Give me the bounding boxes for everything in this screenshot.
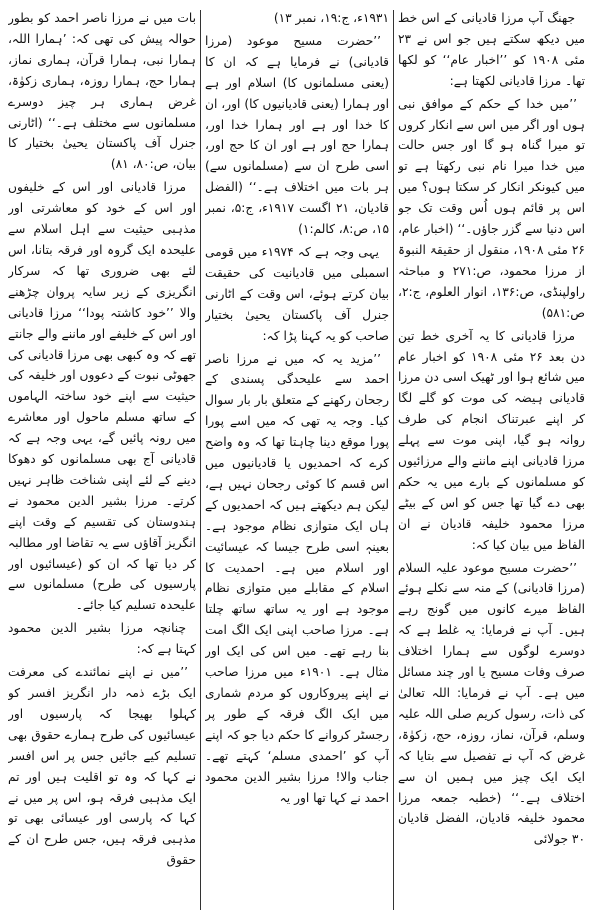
paragraph: مرزا قادیانی کا یہ آخری خط تین دن بعد ۲۶ مئی ۱۹۰۸ کو اخبار عام میں شائع ہوا اور ٹھیک اسی دن مرزا قادیانی ہیضہ کی موت کو گلے لگا کر اپنے عبرتناک انجام کی طرف روانہ ہو گیا، اپنی موت سے پہلے مرزا قادیانی اپنے ماننے والے مرزائیوں کو مسلمانوں کے بارے میں یہ حکم بھی دے گیا تھا جس کو اس کے بیٹے مرزا محمود خلیفہ قادیان نے ان الفاظ میں بیان کیا کہ:	[398, 328, 585, 552]
text-column-right	[398, 8, 585, 914]
text-column-middle	[205, 8, 389, 914]
paragraph: چنانچہ مرزا بشیر الدین محمود کہتا ہے کہ:	[8, 621, 196, 657]
quote-paragraph: ’’حضرت مسیح موعود (مرزا قادیانی) نے فرمایا ہے کہ ان کا (یعنی مسلمانوں کا) اسلام اور ہے اور ہمارا (یعنی قادیانیوں کا) اور، ان کا خدا اور ہے اور ہمارا خدا اور، ہمارا حج اور ہے اور ان کا حج اور، اسی طرح ان سے (مسلمانوں سے) ہر بات میں اختلاف ہے۔‘‘ (الفضل قادیان، ۲۱ اگست ۱۹۱۷ء، ج:۵، نمبر ۱۵، ص:۸، کالم:۱)	[205, 33, 389, 237]
quote-paragraph: ’’میں خدا کے حکم کے موافق نبی ہوں اور اگر میں اس سے انکار کروں تو میرا گناہ ہو گا اور جس حالت میں خدا میرا نام نبی رکھتا ہے تو میں کیونکر انکار کر سکتا ہوں؟ میں اس پر قائم ہوں اُس وقت تک جو اس دنیا سے گزر جاؤں۔‘‘ (اخبار عام، ۲۶ مئی ۱۹۰۸، منقول از حقیقۃ النبوۃ از مرزا محمود، ص:۲۷۱ و مباحثہ راولپنڈی، ص:۱۳۶، انوار العلوم، ج:۲، ص:۵۸۱)	[398, 96, 585, 320]
quote-paragraph: ’’حضرت مسیح موعود علیہ السلام (مرزا قادیانی) کے منہ سے نکلے ہوئے الفاظ میرے کانوں میں گونج رہے ہیں۔ آپ نے فرمایا: یہ غلط ہے کہ دوسرے لوگوں سے ہمارا اختلاف صرف وفات مسیح یا اور چند مسائل میں ہے۔ آپ نے فرمایا: اللہ تعالیٰ کی ذات، رسول کریم صلی اللہ علیہ وسلم، قرآن، نماز، روزہ، حج، زکوٰۃ، غرض کہ آپ نے تفصیل سے بتایا کہ ایک ایک چیز میں ہمیں ان سے اختلاف ہے۔‘‘ (خطبہ جمعہ مرزا محمود خلیفہ قادیان، الفضل قادیان ۳۰ جولائی	[398, 560, 585, 847]
reference-line: ۱۹۳۱ء، ج:۱۹، نمبر ۱۳)	[273, 11, 389, 25]
paragraph: یہی وجہ ہے کہ ۱۹۷۴ء میں قومی اسمبلی میں قادیانیت کی حقیقت بیان کرتے ہوئے، اس وقت کے اٹارنی جنرل آف پاکستان یحییٰ بختیار صاحب کو یہ کہنا پڑا کہ:	[205, 244, 389, 343]
column-divider-right	[393, 10, 394, 910]
paragraph: جھنگ آپ مرزا قادیانی کے اس خط میں دیکھ سکتے ہیں جو اس نے ۲۳ مئی ۱۹۰۸ کو ’’اخبار عام‘‘ کو لکھا تھا۔ مرزا قادیانی لکھتا ہے:	[398, 11, 585, 88]
text-column-left	[8, 8, 196, 914]
quote-paragraph: ’’میں نے اپنے نمائندے کی معرفت ایک بڑے ذمہ دار انگریز افسر کو کہلوا بھیجا کہ پارسیوں اور عیسائیوں کی طرح ہمارے حقوق بھی تسلیم کیے جائیں جس پر اس افسر نے کہا کہ وہ تو اقلیت ہیں اور تم ایک مذہبی فرقہ ہو، اس پر میں نے کہا کہ پارسی اور عیسائی بھی تو مذہبی فرقہ ہیں، جس طرح ان کے حقوق	[8, 665, 196, 868]
paragraph: بات میں نے مرزا ناصر احمد کو بطور حوالہ پیش کی تھی کہ: ’ہمارا اللہ، ہمارا نبی، ہمارا قرآن، ہماری نماز، ہمارا حج، ہمارا روزہ، ہماری زکوٰۃ، غرض ہماری ہر چیز دوسرے مسلمانوں سے مختلف ہے۔‘‘ (اٹارنی جنرل آف پاکستان یحییٰ بختیار کا بیان، ص:۸۰، ۸۱)	[8, 11, 196, 172]
column-divider-left	[200, 10, 201, 910]
quote-paragraph: ’’مزید یہ کہ میں نے مرزا ناصر احمد سے علیحدگی پسندی کے رجحان رکھنے کے متعلق بار بار سوال کیا۔ وجہ یہ تھی کہ میں اسے پورا پورا موقع دینا چاہتا تھا کہ وہ واضح کرے کہ احمدیوں یا قادیانیوں میں اس قسم کا کوئی رجحان نہیں ہے، لیکن ہم دیکھتے ہیں کہ احمدیوں کے ہاں ایک متوازی نظام موجود ہے۔ بعینہٖ اسی طرح جیسا کہ عیسائیت اور اسلام میں ہے۔ احمدیت کا اسلام کے مقابلے میں متوازی نظام موجود ہے اور یہ ساتھ ساتھ چلتا ہے۔ مرزا صاحب اپنی ایک الگ امت بنا رہے تھے۔ میں اس کی ایک اور مثال ہے۔ ۱۹۰۱ء میں مرزا صاحب نے اپنے پیروکاروں کو مردم شماری میں ایک الگ فرقہ کے طور پر رجسٹر کروانے کا حکم دیا جو کہ اپنے آپ کو ’احمدی مسلم‘ کہتے تھے۔ جناب والا! مرزا بشیر الدین محمود احمد نے کہا تھا اور یہ	[205, 351, 389, 805]
paragraph: مرزا قادیانی اور اس کے خلیفوں اور اس کے خود کو معاشرتی اور مذہبی حیثیت سے اہل اسلام سے علیحدہ ایک گروہ اور فرقہ بتانا، اس لئے بھی ضروری تھا کہ سرکار انگریزی کے زیر سایہ پروان چڑھنے والا ’’خود کاشتہ پودا‘‘ مرزا قادیانی اور اس کے خلیفے اور ماننے والے جانتے تھے کہ وہ کبھی بھی مرزا قادیانی کی جھوٹی نبوت کے دعووں اور خلیفہ کی حیثیت سے اپنے خود ساختہ الہاموں کے ساتھ مسلم ماحول اور معاشرے میں رونہ پائیں گے، یہی وجہ ہے کہ قادیانی آج بھی مسلمانوں کو دھوکا دینے کے لئے اپنی شناخت ظاہر نہیں کرتے۔ مرزا بشیر الدین محمود نے ہندوستان کی تقسیم کے وقت اپنے انگریز آقاؤں سے یہ تقاضا اور مطالبہ کر دیا تھا کہ ان کو (عیسائیوں اور پارسیوں کی طرح) مسلمانوں سے علیحدہ تسلیم کیا جائے۔	[8, 180, 196, 613]
